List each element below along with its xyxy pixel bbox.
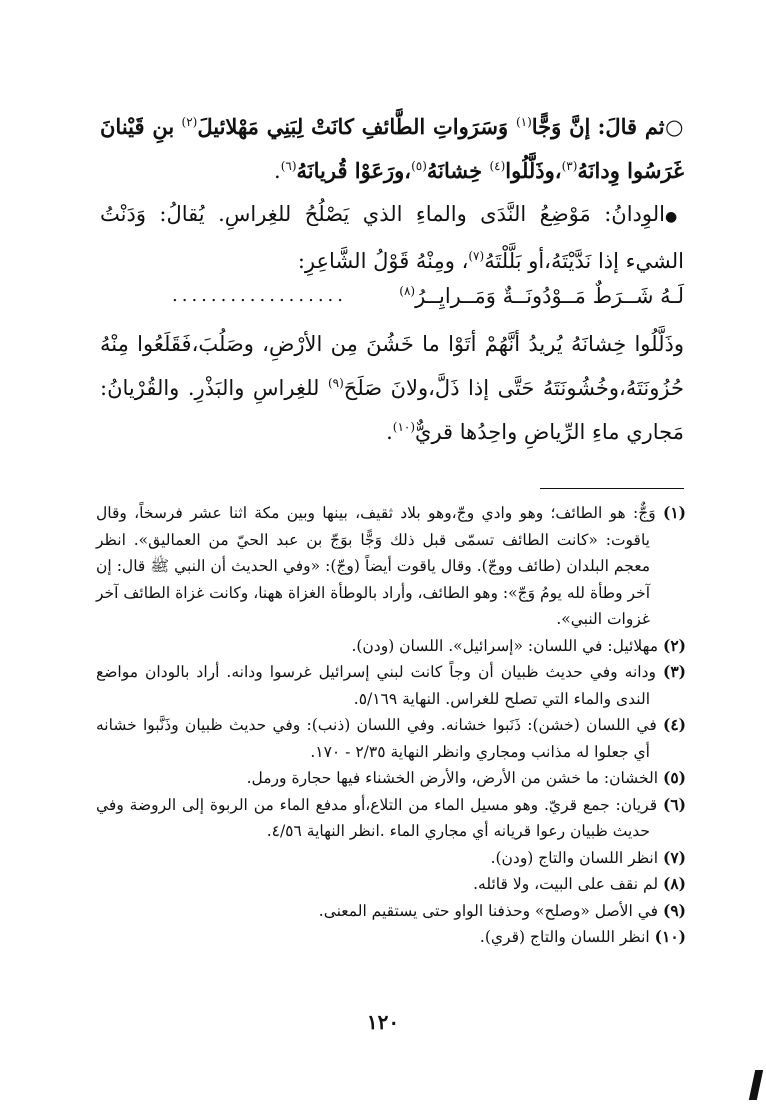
bullet-icon: ● <box>665 209 685 225</box>
paragraph-explanation-widan: ●الوِدانُ: مَوْضِعُ النَّدَى والماءِ الذي يَصْلُحُ للغِراسِ. يُقالُ: وَدَنْتُ الشيء إذا نَدَّيْتَهُ،أو بَلَّلْتَهُ$^{(٧)}$، ومِنْهُ قَوْلُ الشَّاعِرِ: <box>100 202 685 273</box>
footnote-ref: (٥) <box>411 159 427 173</box>
footnote: (١٠) انظر اللسان والتاج (قري). <box>479 927 686 946</box>
footnote: (١) وَجٌّ: هو الطائف؛ وهو وادي وجّ،وهو بلاد ثقيف، بينها وبين مكة اثنا عشر فرسخاً، وقال ياقوت: «كانت الطائف تسمّى قبل ذلك وَجًّا بوَجّ بن عبد الحيّ من العماليق». انظر معجم البلدان (طائف ووجّ). وقال ياقوت أيضاً (وجّ): «وفي الحديث أن النبي ﷺ قال: إن آخر وطأة لله يومُ وَجّ»: وهو الطائف، وأراد بالوطأة الغزاة ههنا، وكانت غزاة الطائف آخر غزوات النبي». <box>96 503 686 628</box>
footnote-ref: (٧) <box>468 249 485 263</box>
footnote: (٤) في اللسان (خشن): ذَنَبوا خشانه. وفي اللسان (ذنب): وفي حديث ظبيان وذَنَّبوا خشانه أي جعلوا له مذانب ومجاري وانظر النهاية ٢/٣٥ - ١٧٠. <box>96 715 686 761</box>
page-number: ١٢٠ <box>366 1010 400 1034</box>
quote-intro: ○ثم قالَ: <box>597 114 684 139</box>
footnotes <box>96 500 686 951</box>
footnote-separator <box>540 488 684 489</box>
paragraph-explanation-khishan: وذَلَّلُوا خِشانَهُ يُريدُ أنَّهُمْ أتَوْا ما خَشُنَ مِن الأرْضِ، وصَلُبَ،فَقَلَعُوا مِنْهُ حُزُونَتَهُ،وخُشُونَتَهُ حَتَّى إذا ذَلَّ،ولانَ صَلَحَ$^{(٩)}$ للغِراسِ والبَذْرِ. والقُرْيانُ: مَجاري ماءِ الرِّياضِ واحِدُها قريٌّ$^{(١٠)}$. <box>100 332 684 444</box>
footnote-ref: (٤) <box>489 159 506 173</box>
footnote: (٨) لم نقف على البيت، ولا قائله. <box>473 874 686 893</box>
footnote: (٦) قريان: جمع قريّ. وهو مسيل الماء من التلاع،أو مدفع الماء من الربوة إلى الروضة وفي حديث ظبيان رعوا قريانه أي مجاري الماء .انظر النهاية ٤/٥٦. <box>96 794 686 840</box>
footnote-ref: (٢) <box>181 115 198 129</box>
footnote-ref: (٦) <box>280 159 297 173</box>
paragraph-quote: ○ثم قالَ: إنَّ وَجًّا$^{(١)}$ وَسَرَواتِ الطَّائفِ كانَتْ لِبَنِي مَهْلائيلَ$^{(٢)}$ بنِ قَيْنانَ غَرَسُوا وِدانَهُ$^{(٣)}$،وذَلَّلُوا$^{(٤)}$ خِشانَهُ$^{(٥)}$،ورَعَوْا قُريانَهُ$^{(٦)}$. <box>100 114 684 183</box>
footnote: (٢) مهلائيل: في اللسان: «إسرائيل». اللسان (ودن). <box>351 635 686 655</box>
footnote: (٥) الخشان: ما خشن من الأرض، والأرض الخشناء فيها حجارة ورمل. <box>246 768 686 787</box>
scan-edge-mark <box>749 1070 763 1100</box>
footnote: (٧) انظر اللسان والتاج (ودن). <box>490 847 686 867</box>
footnote-ref: (١٠) <box>392 420 416 434</box>
poetry-verse: لَـهُ شَــرَطٌ مَــوْدُونَــةٌ وَمَــرايِــرُ$^{(٨)}$ <box>399 284 684 308</box>
verse-missing-hemistich: .................. <box>172 285 347 306</box>
footnote-ref: (٨) <box>399 284 416 298</box>
footnote-ref: (٣) <box>561 159 578 173</box>
footnote-ref: (١) <box>515 115 532 129</box>
footnote: (٣) ودانه وفي حديث ظبيان أن وجاً كانت لبني إسرائيل غرسوا ودانه. أراد بالودان مواضع الندى والماء التي تصلح للغراس. النهاية ٥/١٦٩. <box>96 662 686 708</box>
footnote-ref: (٩) <box>327 376 344 390</box>
footnote: (٩) في الأصل «وصلح» وحذفنا الواو حتى يستقيم المعنى. <box>318 900 686 920</box>
